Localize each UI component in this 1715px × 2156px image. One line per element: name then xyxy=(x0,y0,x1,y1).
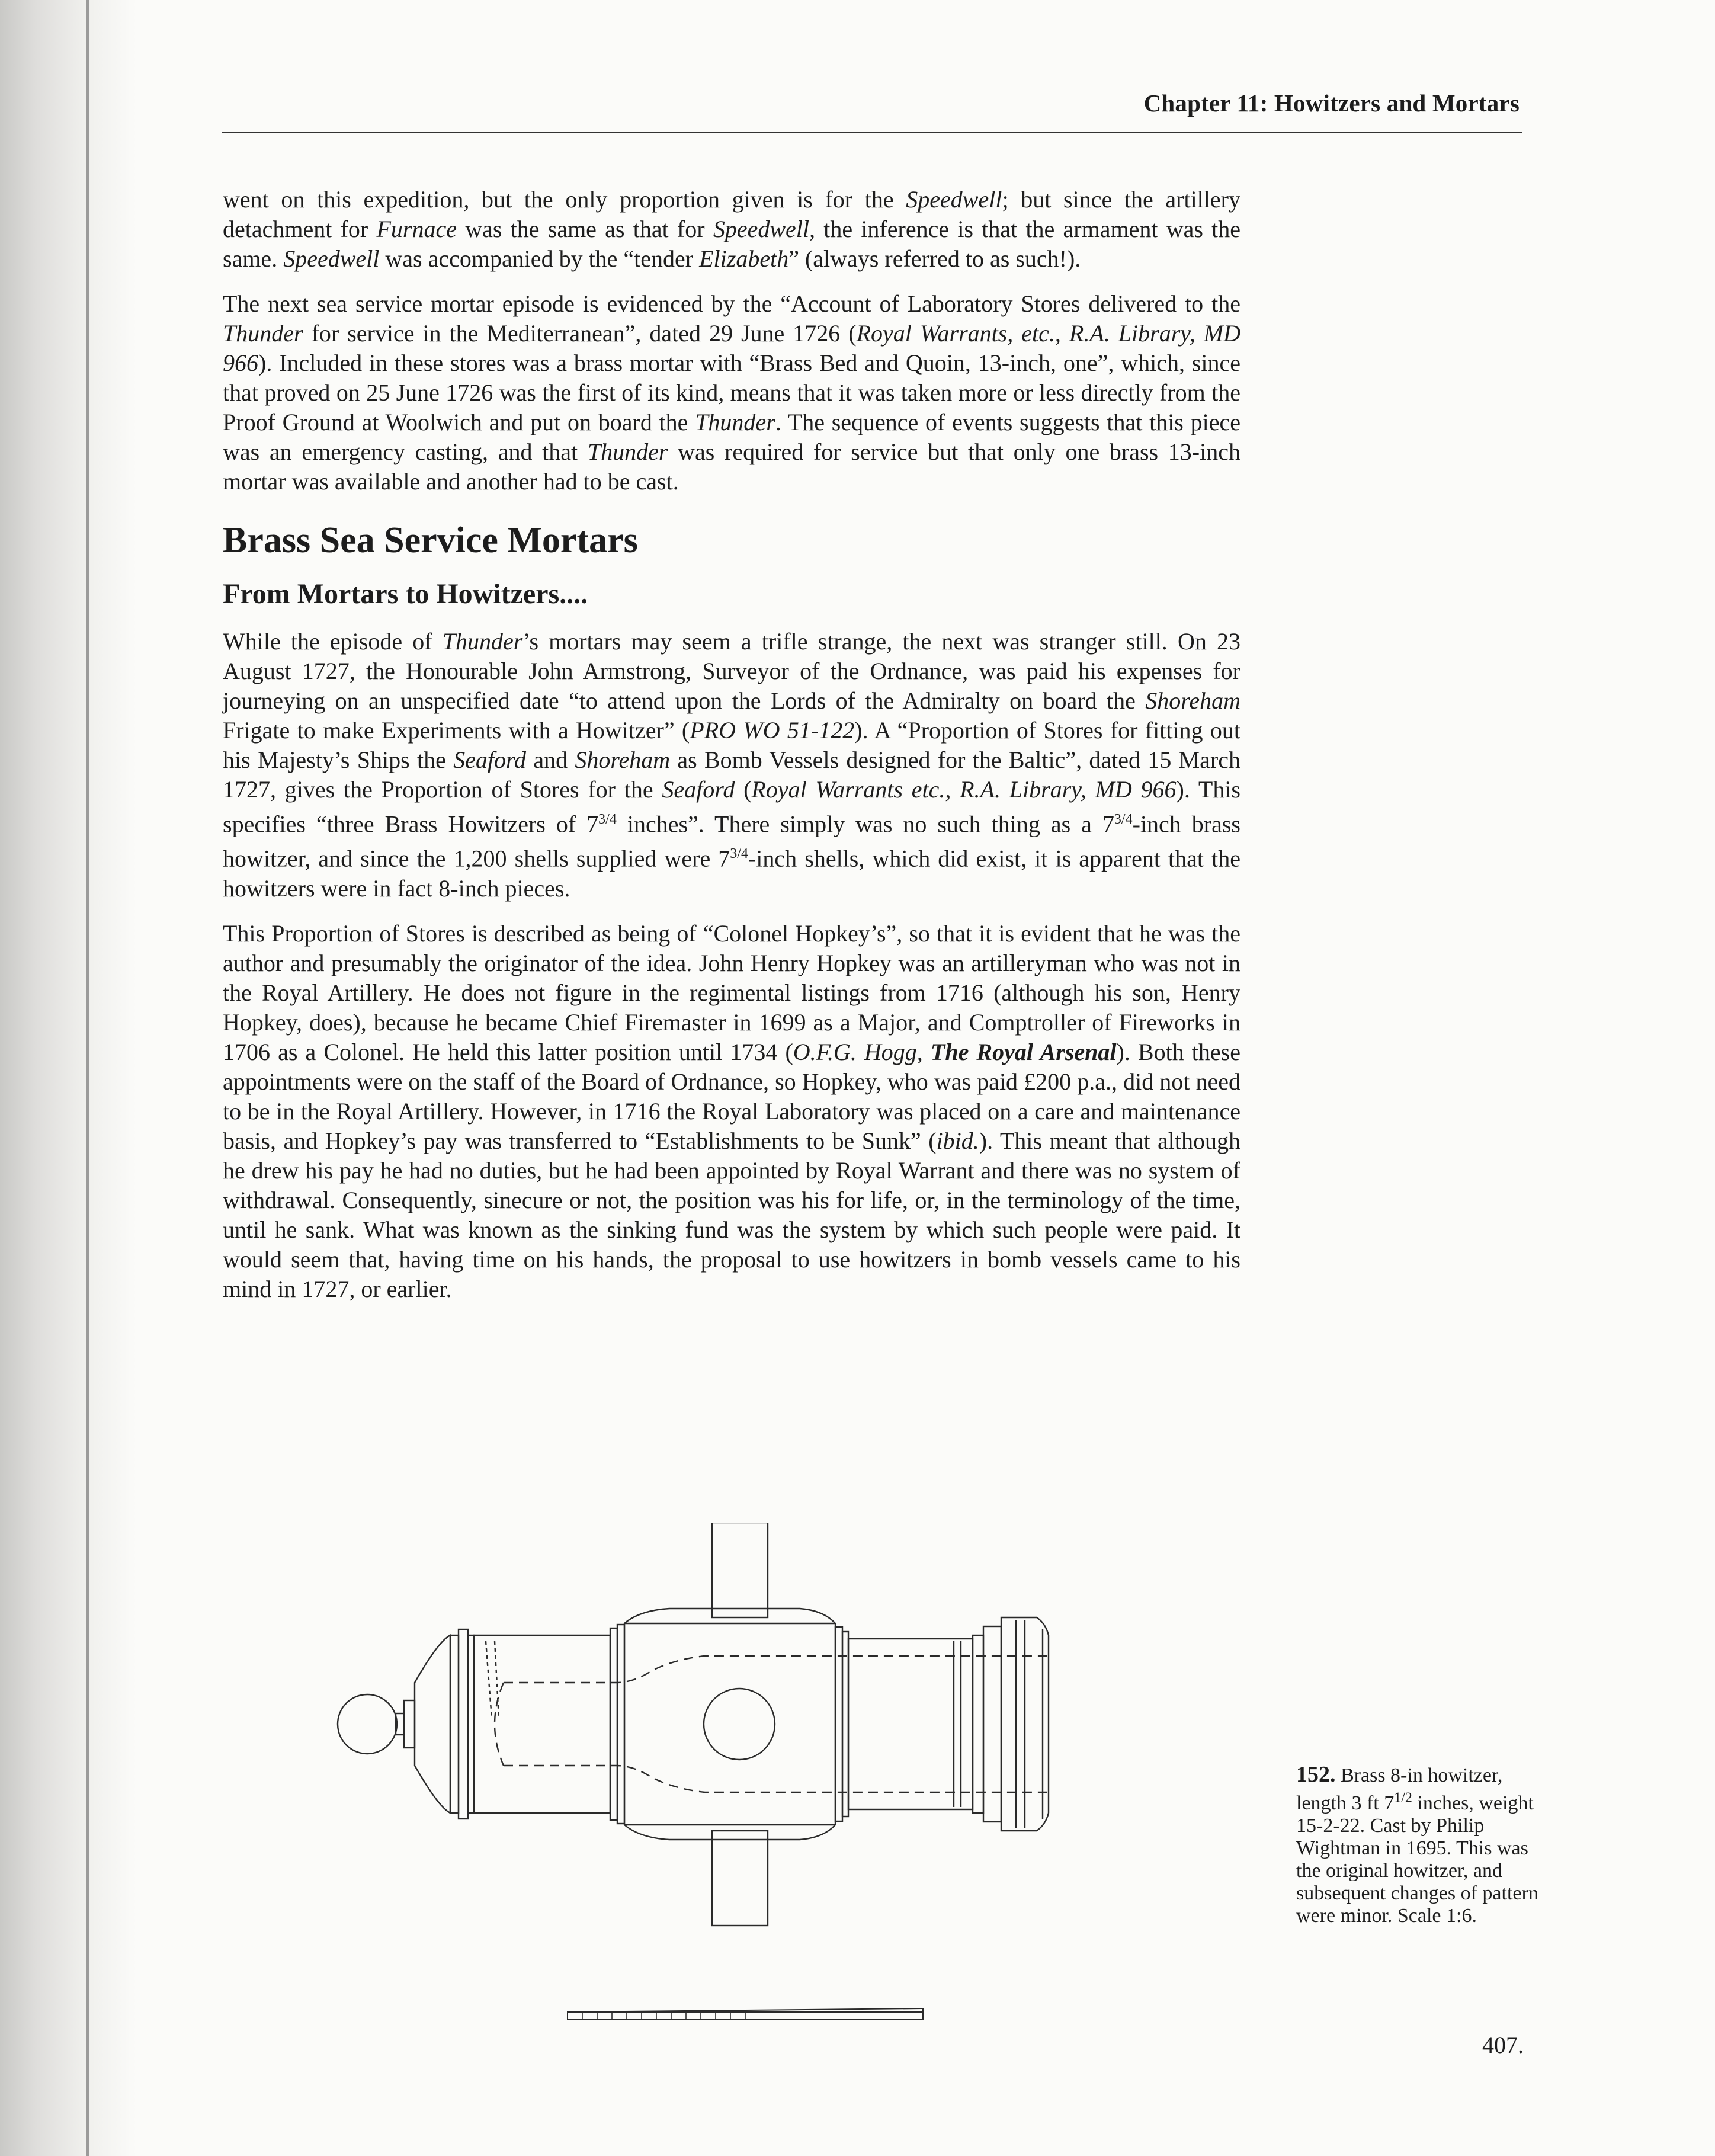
text-run: was required for service but that only one brass 13-inch mortar was available and another had to be cast. xyxy=(223,438,1240,495)
binding-edge xyxy=(86,0,89,2156)
running-head: Chapter 11: Howitzers and Mortars xyxy=(1143,89,1520,117)
text-run: ). Both these appointments were on the staff of the Board of Ordnance, so Hopkey, who was paid £200 p.a., did not need to be in the Royal Artillery. However, in 1716 the Royal Laboratory was placed on a care and maintenance basis, and Hopkey’s pay was transferred to “Establishments to be Sunk” ( xyxy=(223,1038,1240,1154)
emphasis: Shoreham xyxy=(575,747,671,773)
scale-bar xyxy=(566,2006,928,2024)
text-run: the inference is that the armament was the same. xyxy=(223,216,1240,272)
caption-text xyxy=(1296,1764,1538,1927)
text-run: went on this expedition, but the only proportion given is for the xyxy=(223,186,906,213)
emphasis: Royal Warrants etc., R.A. Library, MD 966 xyxy=(751,776,1177,803)
text-run: was accompanied by the “tender xyxy=(379,245,700,272)
header-rule xyxy=(222,132,1522,133)
text-run: as Bomb Vessels designed for the Baltic”, dated 15 March 1727, gives the Proportion of Stores for the xyxy=(223,747,1240,803)
text-run: and xyxy=(526,747,575,773)
text-run: . The sequence of events suggests that this piece was an emergency casting, and that xyxy=(223,409,1240,465)
emphasis: Royal Warrants, etc., R.A. Library, MD 966 xyxy=(223,320,1240,376)
text-run: -inch shells, which did exist, it is apparent that the howitzers were in fact 8-inch pieces. xyxy=(223,845,1240,902)
text-run: ). This specifies “three Brass Howitzers of 7 xyxy=(223,776,1240,838)
page-number: 407. xyxy=(1482,2032,1524,2058)
figure-caption xyxy=(1296,1763,1545,1927)
text-run: ; but since the artillery detachment for xyxy=(223,186,1240,242)
text-run: ). Included in these stores was a brass mortar with “Brass Bed and Quoin, 13-inch, one”, which, since that proved on 25 June 1726 was the first of its kind, means that it was taken more or less directly from the Proof Ground at Woolwich and put on board the xyxy=(223,350,1240,435)
paragraph xyxy=(223,289,1240,496)
emphasis: Elizabeth xyxy=(699,245,789,272)
howitzer-drawing xyxy=(290,1523,1108,1973)
emphasis: Thunder xyxy=(223,320,303,347)
text-run: Brass 8-in howitzer, length 3 ft 7 xyxy=(1296,1764,1503,1815)
paragraph xyxy=(223,185,1240,274)
figure-number: 152. xyxy=(1296,1762,1336,1787)
emphasis: Thunder xyxy=(587,438,668,465)
text-run: -inch brass howitzer, and since the 1,200 shells supplied were 7 xyxy=(223,810,1240,872)
text-run: While the episode of xyxy=(223,628,443,655)
emphasis: Seaford xyxy=(662,776,735,803)
text-run: ). A “Proportion of Stores for fitting out his Majesty’s Ships the xyxy=(223,717,1240,773)
trunnion-bottom xyxy=(712,1831,768,1926)
emphasis: O.F.G. Hogg, xyxy=(793,1038,931,1065)
fraction: 3/4 xyxy=(598,812,617,827)
emphasis: The Royal Arsenal xyxy=(930,1038,1117,1065)
reinforce xyxy=(624,1609,835,1840)
trunnion-face xyxy=(704,1689,775,1760)
base-ring xyxy=(415,1635,450,1813)
body-text xyxy=(223,185,1240,1319)
text-run: was the same as that for xyxy=(456,216,713,242)
text-run: inches, weight 15-2-22. Cast by Philip Wightman in 1695. This was the original howitzer, and subsequent changes of pattern were minor. Scale 1:6. xyxy=(1296,1792,1538,1927)
text-run: Frigate to make Experiments with a Howitzer” ( xyxy=(223,717,690,744)
emphasis: PRO WO 51-122 xyxy=(690,717,855,744)
emphasis: Speedwell xyxy=(283,245,380,272)
emphasis: Thunder xyxy=(695,409,775,435)
text-run: ( xyxy=(735,776,752,803)
page-gutter-shadow xyxy=(0,0,136,2156)
emphasis: Speedwell, xyxy=(713,216,815,242)
text-run: ). This meant that although he drew his pay he had no duties, but he had been appointed by Royal Warrant and there was no system of withdrawal. Consequently, sinecure or not, the position was his for life, or, in the terminology of the time, until he sank. What was known as the sinking fund was the system by which such people were paid. It would seem that, having time on his hands, the proposal to use howitzers in bomb vessels came to his mind in 1727, or earlier. xyxy=(223,1127,1240,1302)
emphasis: Seaford xyxy=(453,747,527,773)
cascabel-button xyxy=(338,1694,397,1754)
emphasis: Speedwell xyxy=(906,186,1002,213)
emphasis: Thunder xyxy=(442,628,523,655)
text-run: inches”. There simply was no such thing as a 7 xyxy=(616,810,1114,838)
text-run: for service in the Mediterranean”, dated 29 June 1726 ( xyxy=(303,320,857,347)
emphasis: ibid. xyxy=(936,1127,979,1154)
text-run: This Proportion of Stores is described as being of “Colonel Hopkey’s”, so that it is evident that he was the author and presumably the originator of the idea. John Henry Hopkey was an artilleryman who was not in the Royal Artillery. He does not figure in the regimental listings from 1716 (although his son, Henry Hopkey, does), because he became Chief Firemaster in 1699 as a Major, and Comptroller of Fireworks in 1706 as a Colonel. He held this latter position until 1734 ( xyxy=(223,920,1240,1065)
paragraph xyxy=(223,627,1240,904)
fraction: 3/4 xyxy=(730,846,748,862)
muzzle-ring xyxy=(973,1635,983,1813)
fraction: 3/4 xyxy=(1114,812,1133,827)
text-run: The next sea service mortar episode is evidenced by the “Account of Laboratory Stores delivered to the xyxy=(223,290,1240,317)
fraction: 1/2 xyxy=(1394,1790,1412,1806)
text-run: ” (always referred to as such!). xyxy=(788,245,1081,272)
text-run: ’s mortars may seem a trifle strange, the next was stranger still. On 23 August 1727, the Honourable John Armstrong, Surveyor of the Ordnance, was paid his expenses for journeying on an unspecified date “to attend upon the Lords of the Admiralty on board the xyxy=(223,628,1241,714)
trunnion-top xyxy=(712,1523,768,1617)
emphasis: Furnace xyxy=(376,216,457,242)
subsection-heading: From Mortars to Howitzers.... xyxy=(223,578,588,610)
emphasis: Shoreham xyxy=(1145,687,1240,714)
breech xyxy=(474,1635,610,1813)
section-heading: Brass Sea Service Mortars xyxy=(223,520,638,560)
paragraph xyxy=(223,919,1240,1304)
